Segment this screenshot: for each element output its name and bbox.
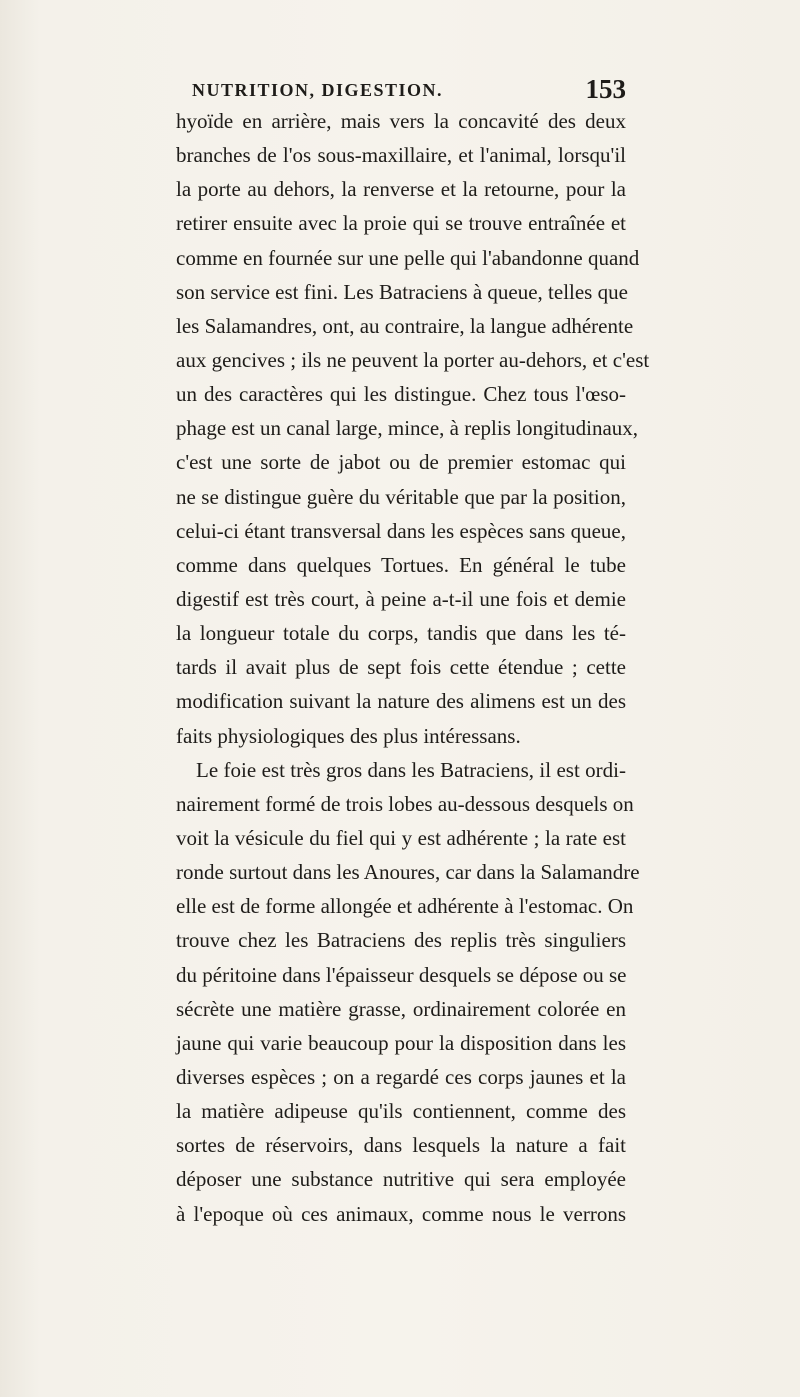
text-line: branches de l'os sous-maxillaire, et l'animal, lorsqu'il	[176, 143, 626, 168]
running-title: NUTRITION, DIGESTION.	[192, 80, 444, 100]
text-line: son service est fini. Les Batraciens à queue, telles que	[176, 279, 628, 304]
text-line: Le foie est très gros dans les Batraciens, il est ordi-	[196, 757, 626, 782]
text-line: faits physiologiques des plus intéressans.	[176, 723, 521, 748]
text-line: trouve chez les Batraciens des replis très singuliers	[176, 928, 626, 953]
text-line: à l'epoque où ces animaux, comme nous le verrons	[176, 1201, 626, 1226]
text-line: retirer ensuite avec la proie qui se trouve entraînée et	[176, 211, 626, 236]
text-line: digestif est très court, à peine a-t-il une fois et demie	[176, 586, 626, 611]
text-line: phage est un canal large, mince, à replis longitudinaux,	[176, 416, 639, 441]
text-line: aux gencives ; ils ne peuvent la porter au-dehors, et c'est	[176, 347, 650, 372]
text-line: comme dans quelques Tortues. En général le tube	[176, 552, 626, 577]
text-line: déposer une substance nutritive qui sera employée	[176, 1167, 626, 1192]
text-line: diverses espèces ; on a regardé ces corps jaunes et la	[176, 1064, 626, 1089]
text-line: sécrète une matière grasse, ordinairement colorée en	[176, 996, 626, 1021]
running-head	[192, 74, 626, 108]
text-line: la matière adipeuse qu'ils contiennent, comme des	[176, 1099, 626, 1124]
text-line: c'est une sorte de jabot ou de premier estomac qui	[176, 450, 626, 475]
text-line: les Salamandres, ont, au contraire, la langue adhérente	[176, 313, 634, 338]
text-line: elle est de forme allongée et adhérente à l'estomac. On	[176, 894, 634, 919]
text-line: nairement formé de trois lobes au-dessous desquels on	[176, 791, 634, 816]
text-line: sortes de réservoirs, dans lesquels la nature a fait	[176, 1133, 626, 1158]
text-line: modification suivant la nature des alimens est un des	[176, 689, 626, 714]
text-line: celui-ci étant transversal dans les espèces sans queue,	[176, 518, 626, 543]
text-line: hyoïde en arrière, mais vers la concavité des deux	[176, 109, 626, 133]
text-line: voit la vésicule du fiel qui y est adhérente ; la rate est	[176, 825, 626, 850]
text-line: la longueur totale du corps, tandis que dans les té-	[176, 621, 626, 646]
body-text	[176, 104, 650, 1231]
text-line: la porte au dehors, la renverse et la retourne, pour la	[176, 177, 626, 202]
text-line: jaune qui varie beaucoup pour la disposition dans les	[176, 1030, 626, 1055]
text-line: comme en fournée sur une pelle qui l'abandonne quand	[176, 245, 640, 270]
text-line: tards il avait plus de sept fois cette étendue ; cette	[176, 655, 626, 680]
text-line: du péritoine dans l'épaisseur desquels se dépose ou se	[176, 962, 627, 987]
text-line: ronde surtout dans les Anoures, car dans la Salamandre	[176, 860, 640, 885]
page-number: 153	[585, 74, 626, 104]
text-line: ne se distingue guère du véritable que par la position,	[176, 484, 626, 509]
text-line: un des caractères qui les distingue. Chez tous l'œso-	[176, 382, 626, 407]
